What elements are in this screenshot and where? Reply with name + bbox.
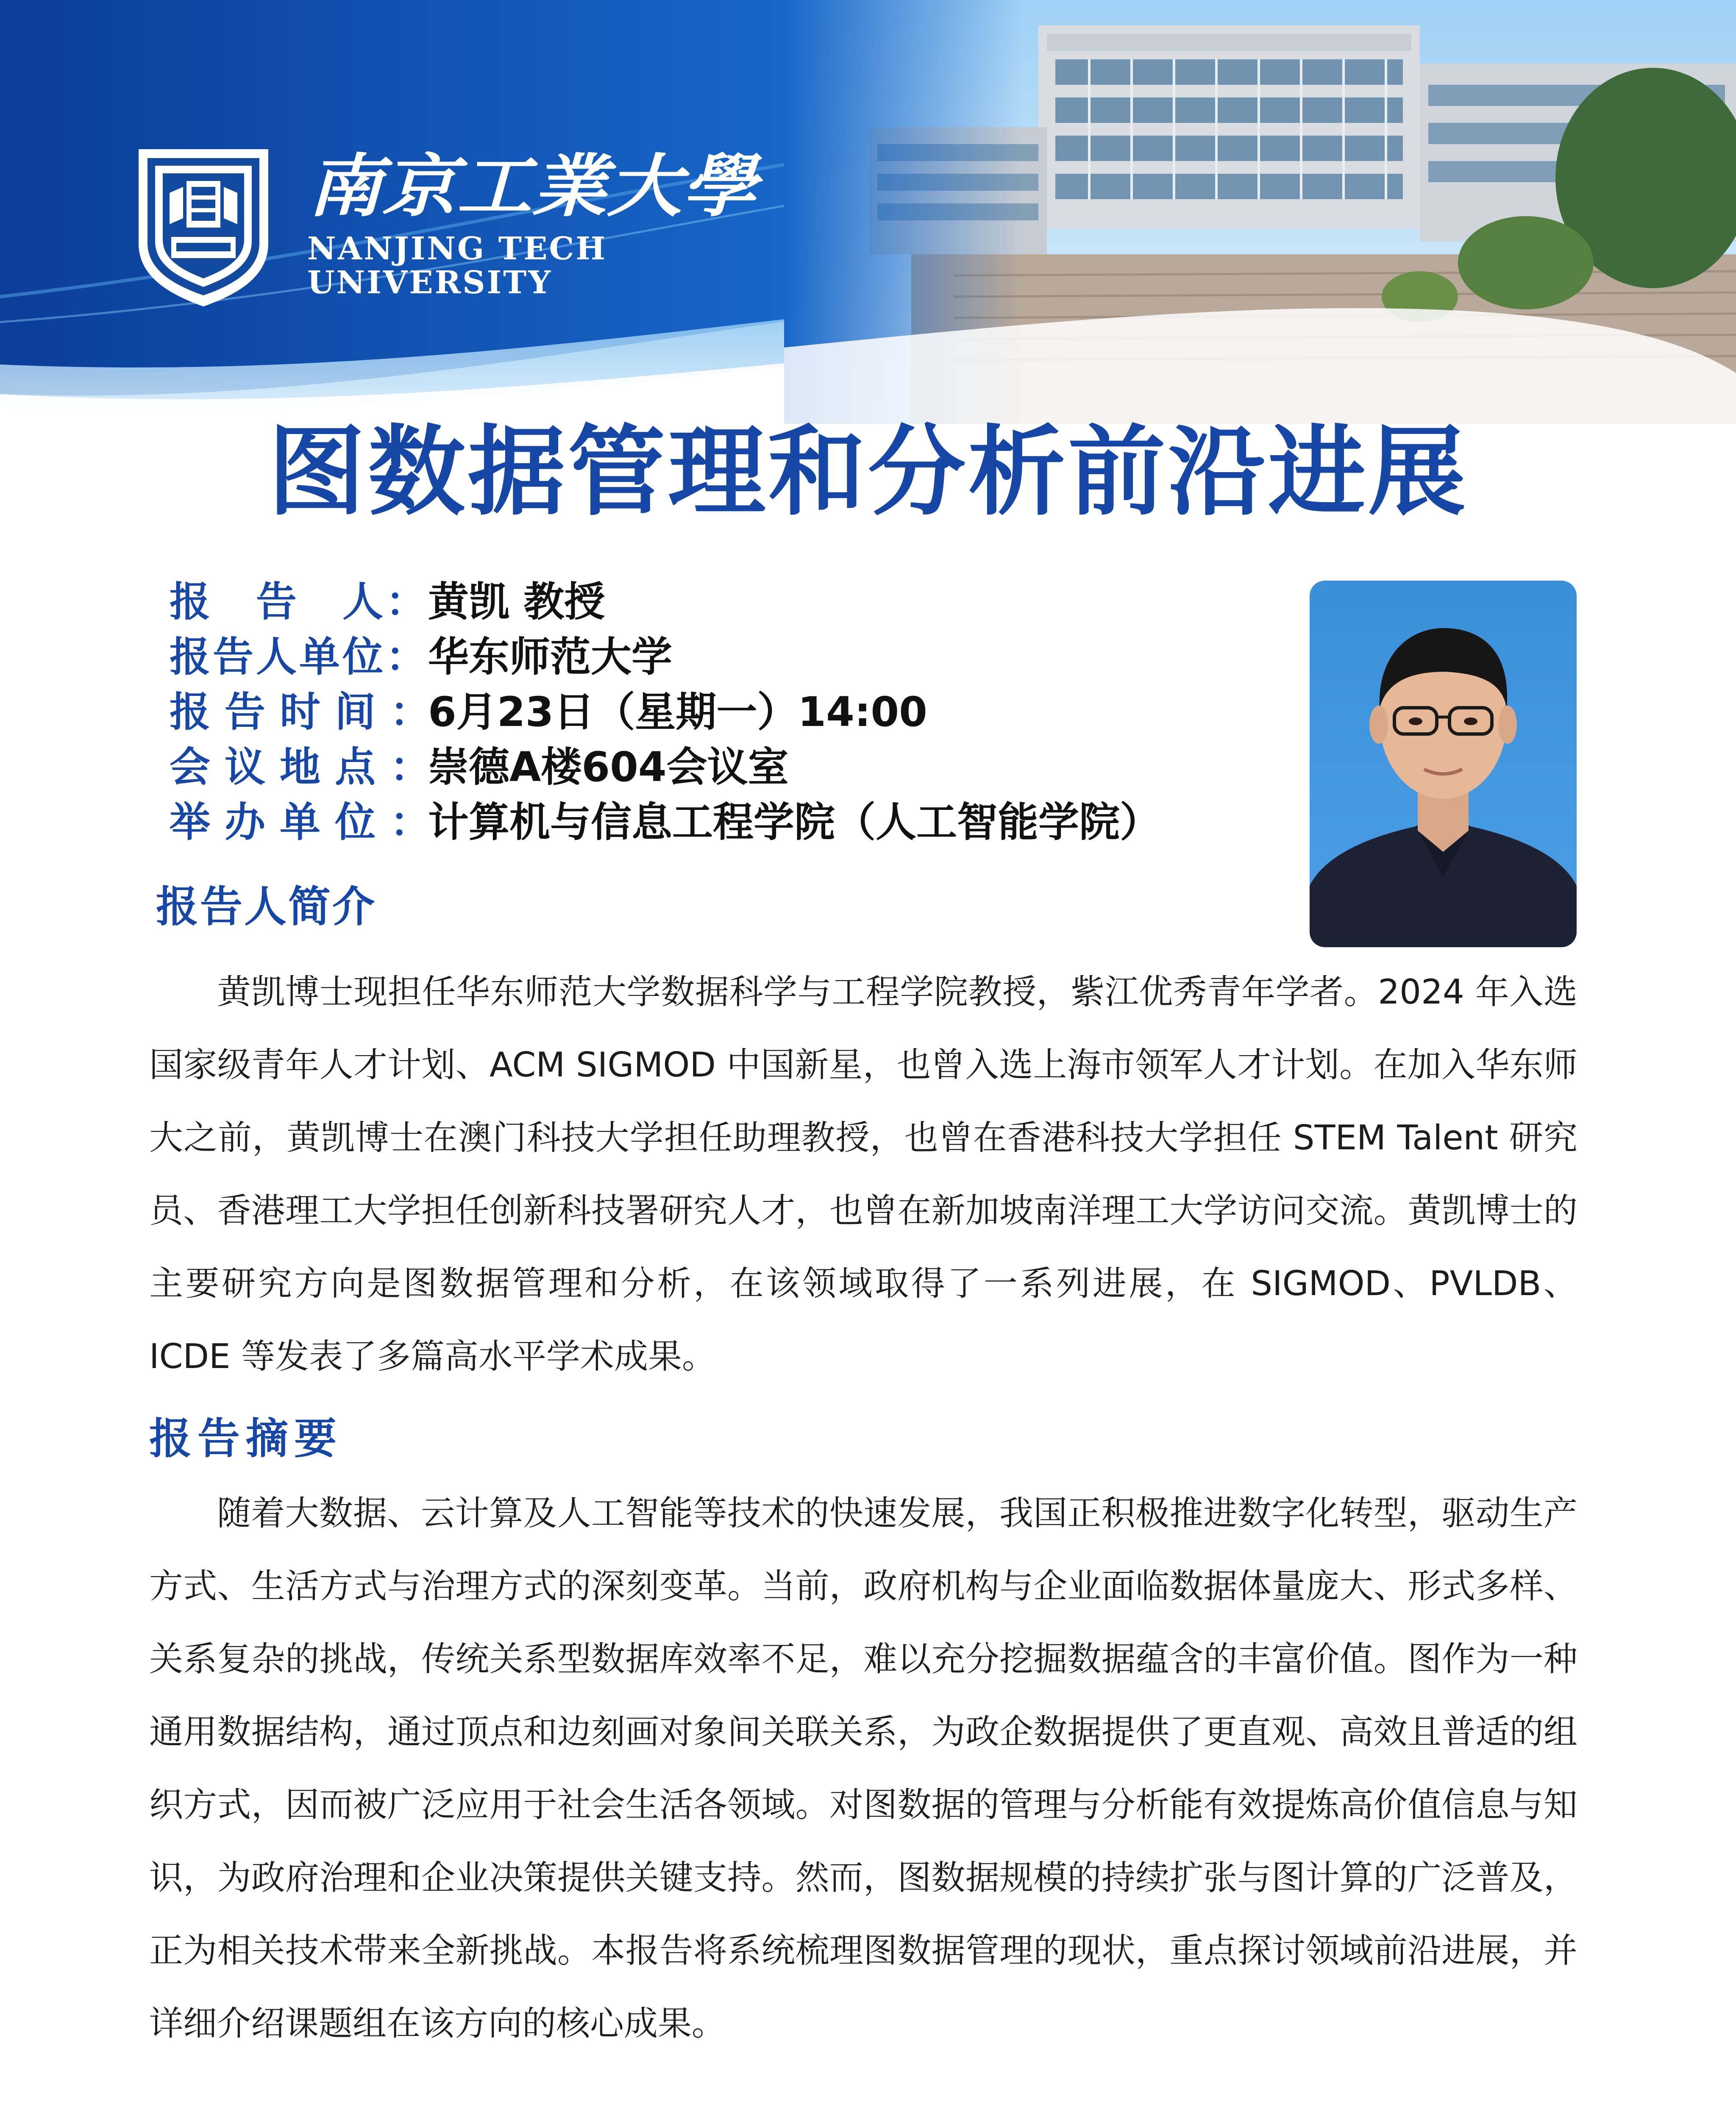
campus-building-photo — [784, 0, 1736, 424]
info-value: 华东师范大学 — [428, 633, 672, 681]
poster-title: 图数据管理和分析前沿进展 — [267, 414, 1468, 529]
info-label: 会议地点： — [170, 743, 445, 791]
info-label: 举办单位： — [170, 798, 445, 846]
bio-heading: 报告人简介 — [156, 882, 376, 932]
bio-text: 黄凯博士现担任华东师范大学数据科学与工程学院教授，紫江优秀青年学者。2024 年入选国家级青年人才计划、ACM SIGMOD 中国新星，也曾入选上海市领军人才计划。在加入华东师大之前，黄凯博士在澳门科技大学担任助理教授，也曾在香港科技大学担任 STEM Talent 研究员、香港理工大学担任创新科技署研究人才，也曾在新加坡南洋理工大学访问交流。黄凯博士的主要研究方向是图数据管理和分析，在该领域取得了一系列进展，在 SIGMOD、PVLDB、ICDE 等发表了多篇高水平学术成果。 — [149, 972, 1577, 1376]
abstract-text: 随着大数据、云计算及人工智能等技术的快速发展，我国正积极推进数字化转型，驱动生产方式、生活方式与治理方式的深刻变革。当前，政府机构与企业面临数据体量庞大、形式多样、关系复杂的挑战，传统关系型数据库效率不足，难以充分挖掘数据蕴含的丰富价值。图作为一种通用数据结构，通过顶点和边刻画对象间关联关系，为政企数据提供了更直观、高效且普适的组织方式，因而被广泛应用于社会生活各领域。对图数据的管理与分析能有效提炼高价值信息与知识，为政府治理和企业决策提供关键支持。然而，图数据规模的持续扩张与图计算的广泛普及，正为相关技术带来全新挑战。本报告将系统梳理图数据管理的现状，重点探讨领域前沿进展，并详细介绍课题组在该方向的核心成果。 — [149, 1493, 1577, 2043]
info-label: 报 告 人： — [170, 578, 429, 626]
info-value: 计算机与信息工程学院（人工智能学院） — [428, 798, 1160, 846]
info-label: 报告时间： — [170, 688, 445, 736]
info-label: 报告人单位： — [170, 633, 429, 681]
info-value: 6月23日（星期一）14:00 — [428, 688, 927, 736]
university-logo — [136, 146, 764, 316]
info-value: 崇德A楼604会议室 — [428, 743, 789, 791]
university-name-calligraphy — [307, 146, 773, 222]
speaker-portrait — [1310, 581, 1577, 947]
university-name-en-line2: UNIVERSITY — [307, 264, 553, 301]
university-name-en-line1: NANJING TECH — [307, 231, 607, 267]
university-crest-icon — [136, 146, 271, 307]
university-name-cn: 南京工業大學 — [307, 146, 764, 222]
abstract-heading: 报告摘要 — [149, 1414, 342, 1463]
info-value: 黄凯 教授 — [428, 578, 605, 626]
